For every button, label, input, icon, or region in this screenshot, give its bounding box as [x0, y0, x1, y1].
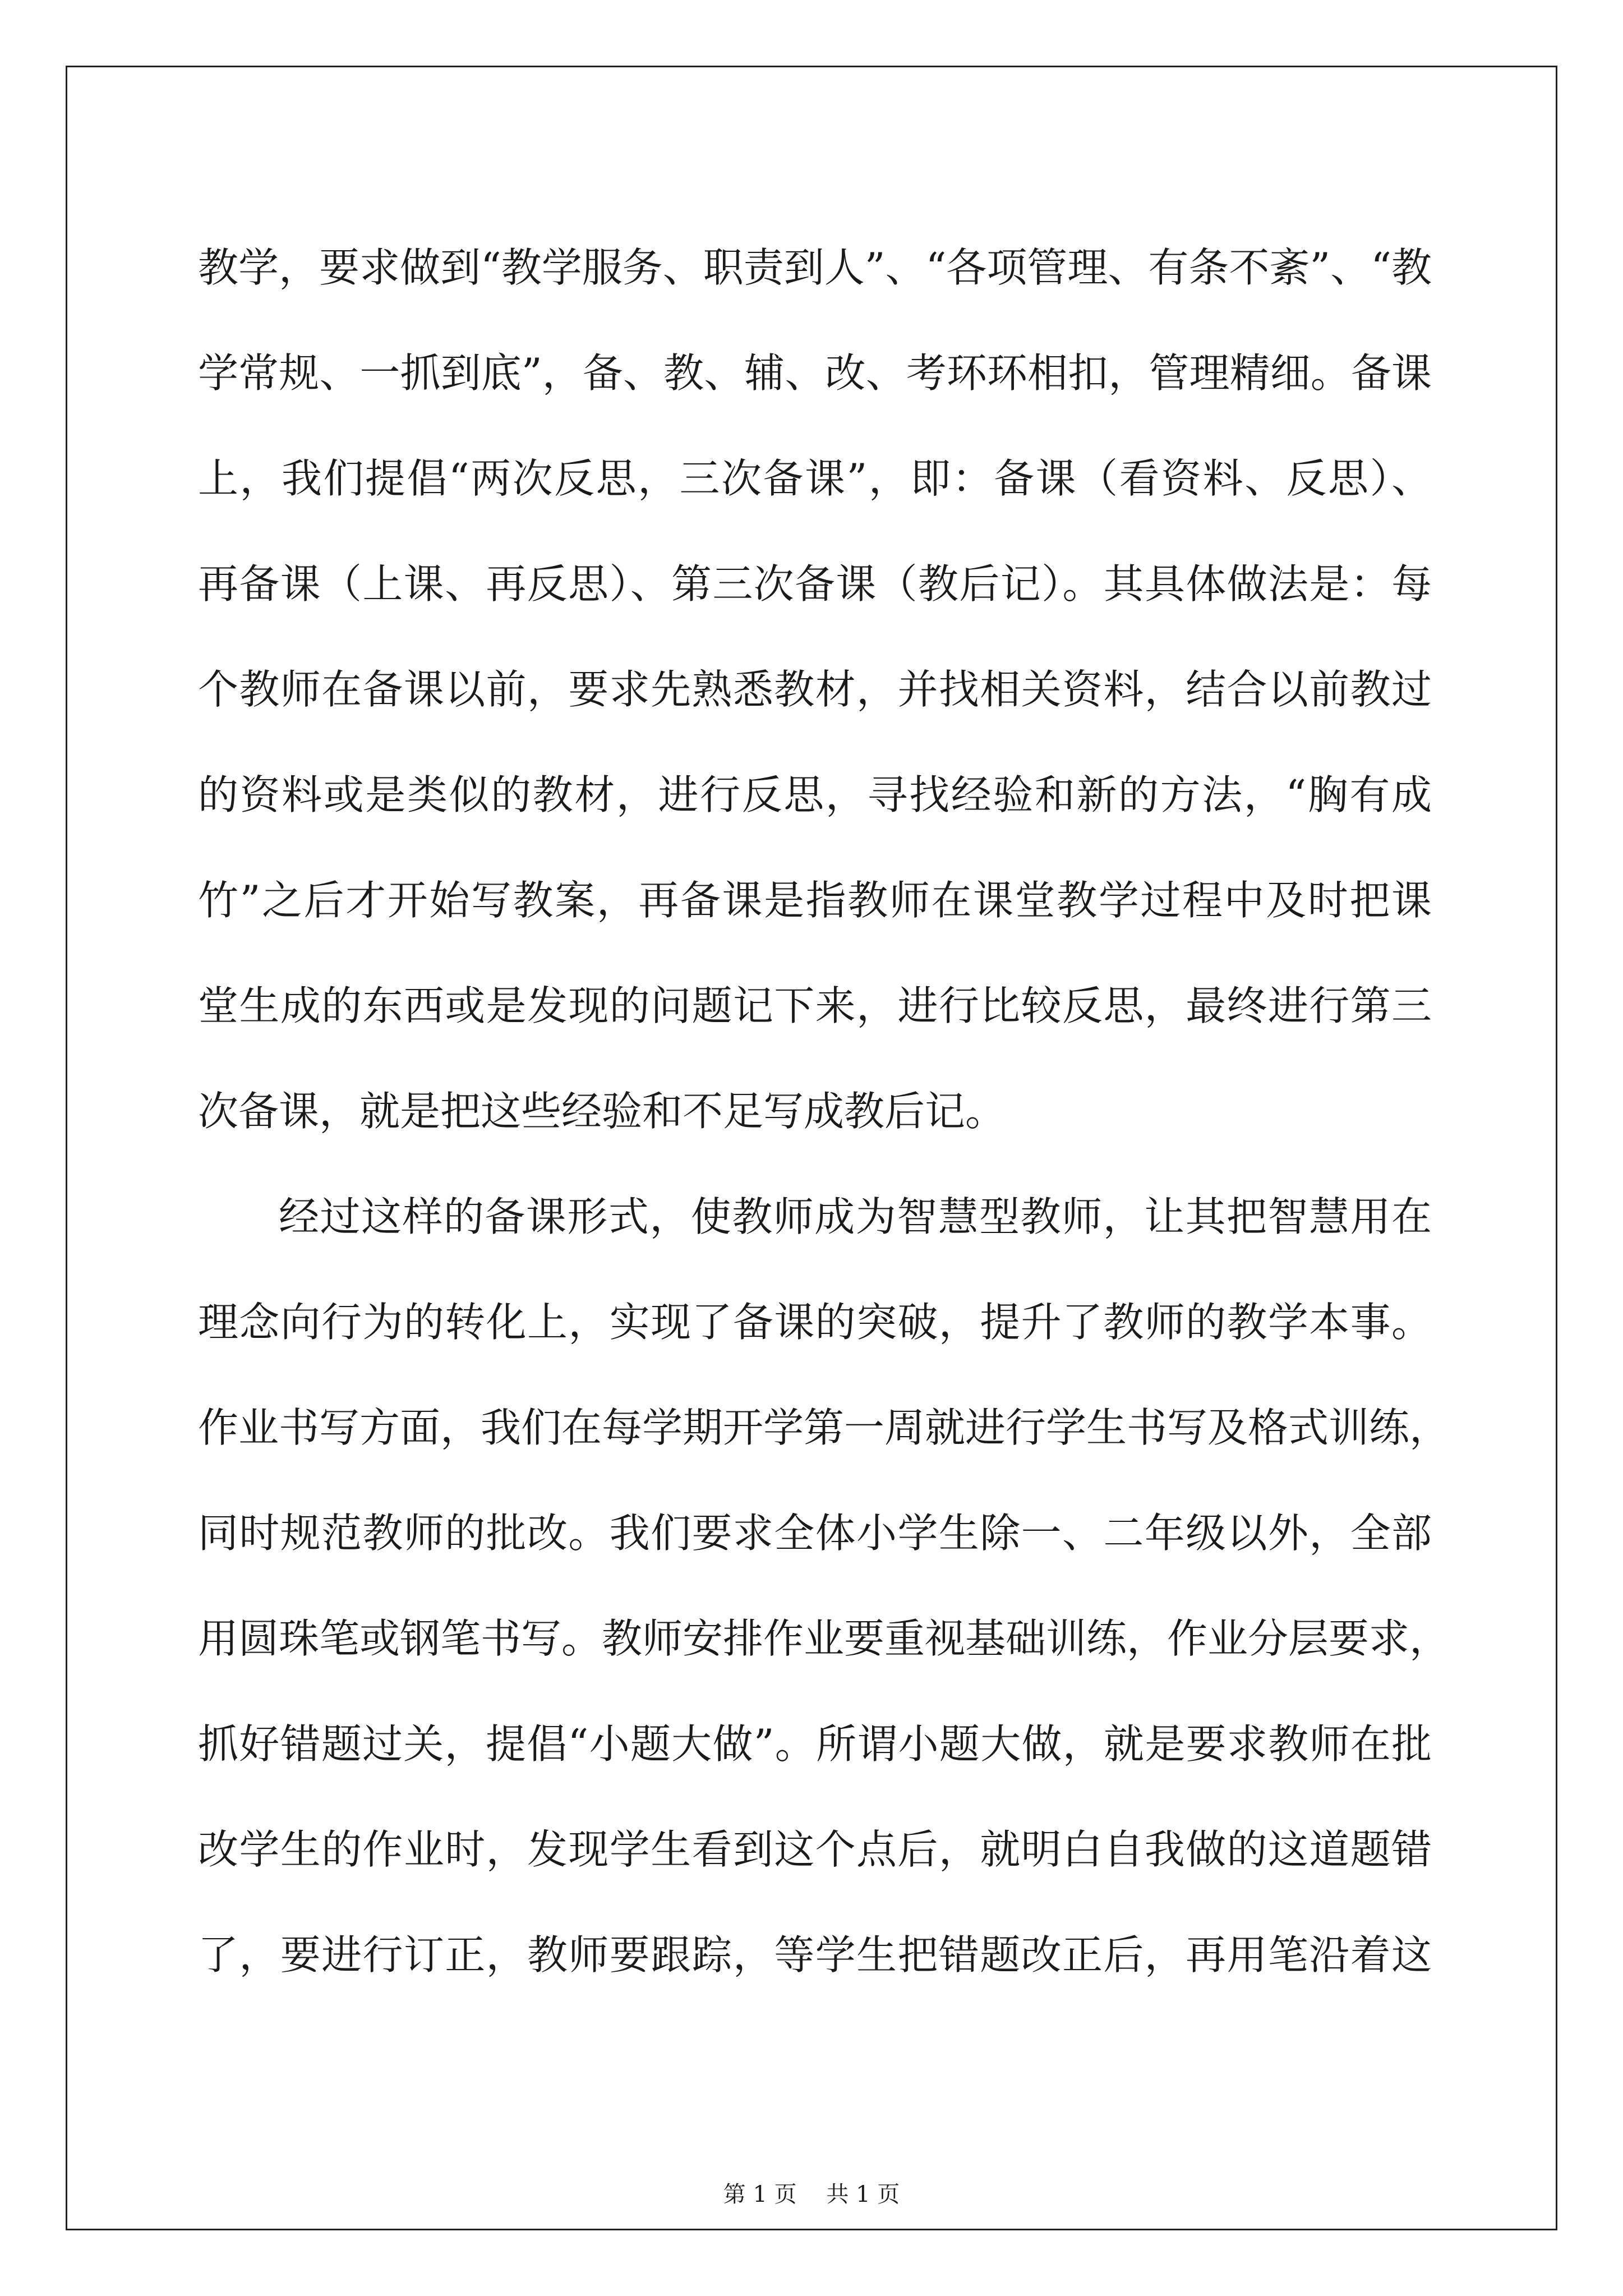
text-line: 了，要进行订正，教师要跟踪，等学生把错题改正后，再用笔沿着这 [198, 1931, 1432, 1978]
text-line: 次备课，就是把这些经验和不足写成教后记。 [198, 1088, 1006, 1135]
text-line: 教学，要求做到“教学服务、职责到人”、“各项管理、有条不紊”、“教 [198, 244, 1432, 291]
text-line: 堂生成的东西或是发现的问题记下来，进行比较反思，最终进行第三 [198, 982, 1432, 1029]
text-line: 个教师在备课以前，要求先熟悉教材，并找相关资料，结合以前教过 [198, 666, 1432, 713]
text-line: 上，我们提倡“两次反思，三次备课”，即：备课（看资料、反思）、 [198, 455, 1432, 502]
page-footer [0, 2177, 1623, 2208]
text-line: 竹”之后才开始写教案，再备课是指教师在课堂教学过程中及时把课 [198, 877, 1432, 924]
text-line: 用圆珠笔或钢笔书写。教师安排作业要重视基础训练，作业分层要求， [198, 1615, 1450, 1662]
text-line: 再备课（上课、再反思）、第三次备课（教后记）。其具体做法是：每 [198, 560, 1432, 608]
page-number: 第 1 页 [723, 2182, 797, 2207]
paragraph-start-line: 经过这样的备课形式，使教师成为智慧型教师，让其把智慧用在 [279, 1193, 1432, 1240]
text-line: 同时规范教师的批改。我们要求全体小学生除一、二年级以外，全部 [198, 1510, 1432, 1557]
text-line: 的资料或是类似的教材，进行反思，寻找经验和新的方法，“胸有成 [198, 771, 1432, 818]
page-total: 共 1 页 [826, 2182, 900, 2207]
text-line: 理念向行为的转化上，实现了备课的突破，提升了教师的教学本事。 [198, 1299, 1432, 1346]
document-body [198, 215, 1450, 2008]
text-line: 改学生的作业时，发现学生看到这个点后，就明白自我做的这道题错 [198, 1826, 1432, 1873]
text-line: 学常规、一抓到底”，备、教、辅、改、考环环相扣，管理精细。备课 [198, 349, 1432, 397]
text-line: 作业书写方面，我们在每学期开学第一周就进行学生书写及格式训练， [198, 1404, 1450, 1451]
text-line: 抓好错题过关，提倡“小题大做”。所谓小题大做，就是要求教师在批 [198, 1720, 1432, 1768]
